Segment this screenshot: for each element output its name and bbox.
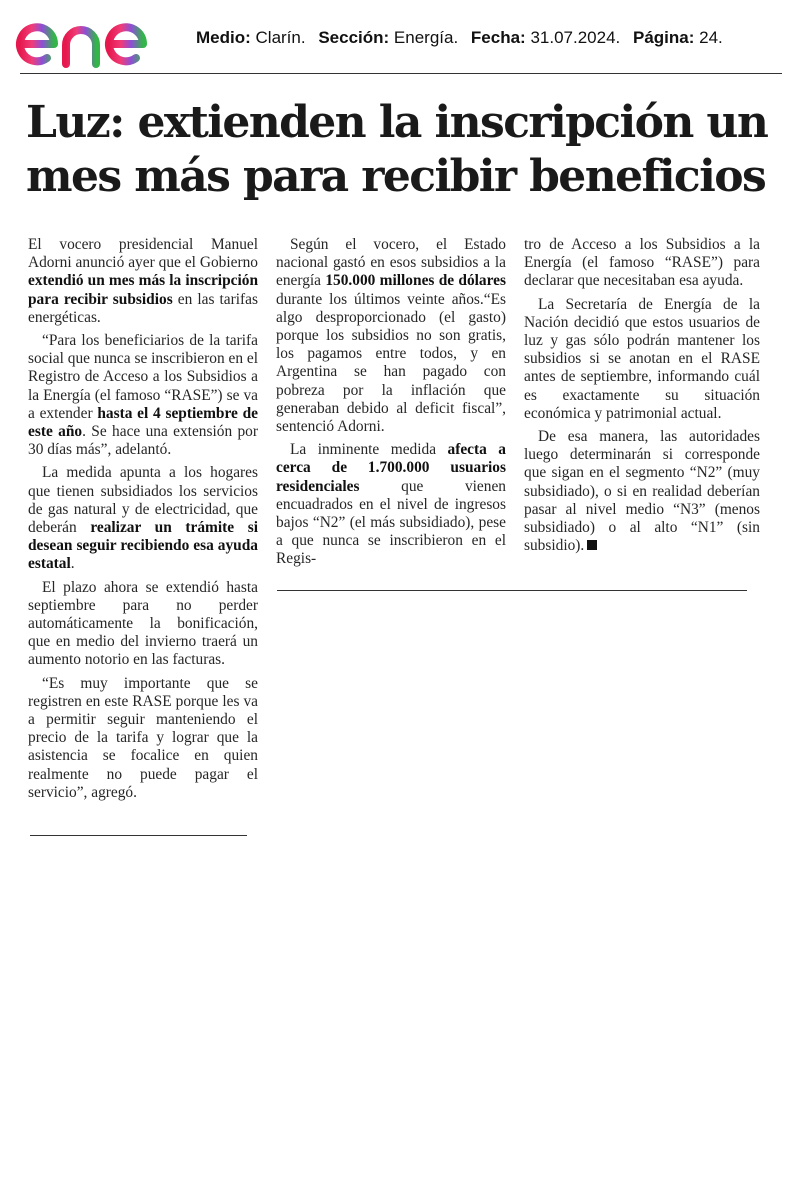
- article-column-3: [524, 236, 760, 560]
- bold-run: extendió un mes más la inscripción para recibir subsidios: [28, 272, 258, 308]
- medio-value: Clarín.: [255, 28, 306, 47]
- paragraph: [28, 464, 258, 573]
- article-column-1: [28, 236, 258, 807]
- bold-run: 150.000 millones de dólares: [325, 272, 506, 290]
- seccion-label: Sección:: [318, 28, 390, 47]
- medio-label: Medio:: [196, 28, 251, 47]
- enel-logo: [14, 8, 180, 70]
- text-run: Según el vocero, el Estado nacional gastó en esos subsidios a la energía: [276, 236, 506, 290]
- paragraph: [276, 236, 506, 436]
- paragraph: [28, 236, 258, 327]
- clipping-metadata: [196, 28, 723, 48]
- paragraph: [28, 332, 258, 459]
- headline-line-1: Luz: extienden la inscripción un: [26, 97, 768, 148]
- pagina-value: 24.: [699, 28, 723, 47]
- column-end-rule: [277, 590, 747, 591]
- text-run: en las tarifas energéticas.: [28, 290, 258, 326]
- text-run: La inminente medida: [290, 441, 448, 459]
- end-of-article-mark: [587, 540, 597, 550]
- paragraph: tro de Acceso a los Subsidios a la Energía (el famoso “RASE”) para declarar que necesitaban esa ayuda.: [524, 236, 760, 290]
- clipping-header: [0, 0, 800, 76]
- text-run: . Se hace una extensión por 30 días más”, adelantó.: [28, 423, 259, 459]
- article-column-2: [276, 236, 506, 574]
- text-run: durante los últimos veinte años.“Es algo desproporcionado (el gasto) porque los subsidios no son gratis, los pagamos entre todos, y en Argentina se han pagado con pobreza por la inflación que generaban debido al deficit fiscal”, sentenció Adorni.: [276, 290, 506, 436]
- seccion-value: Energía.: [393, 28, 459, 47]
- text-run: El vocero presidencial Manuel Adorni anunció ayer que el Gobierno: [28, 236, 258, 272]
- pagina-label: Página:: [633, 28, 695, 47]
- paragraph: La Secretaría de Energía de la Nación decidió que estos usuarios de luz y gas sólo podrán mantener los subsidios si se anotan en el RASE antes de septiembre, informando cuál es exactamente su situación económica y patrimonial actual.: [524, 295, 760, 422]
- fecha-label: Fecha:: [470, 28, 526, 47]
- article-headline: [26, 96, 776, 204]
- fecha-value: 31.07.2024.: [530, 28, 621, 47]
- paragraph: “Es muy importante que se registren en este RASE porque les va a permitir seguir manteniendo el precio de la tarifa y lograr que la asistencia se focalice en quien realmente no puede pagar el servicio”, agregó.: [28, 674, 258, 801]
- bold-run: realizar un trámite si desean seguir recibiendo esa ayuda estatal: [28, 519, 258, 573]
- text-run: De esa manera, las autoridades luego determinarán si corresponde que sigan en el segmento “N2” (muy subsidiado), o si en realidad deberían pasar al nivel medio “N3” (menos subsidiado) o al alto “N1” (sin subsidio).: [524, 428, 760, 555]
- paragraph: [276, 441, 506, 568]
- text-run: .: [70, 555, 75, 573]
- header-divider: [20, 73, 782, 74]
- paragraph: El plazo ahora se extendió hasta septiembre para no perder automáticamente la bonificación, que en medio del invierno traerá un aumento notorio en las facturas.: [28, 578, 258, 669]
- text-run: La medida apunta a los hogares que tienen subsidiados los servicios de gas natural y de electricidad, que deberán: [28, 464, 258, 537]
- text-run: “Para los beneficiarios de la tarifa social que nunca se inscribieron en el Registro de Acceso a los Subsidios a la Energía (el famoso “RASE”) se va a extender: [28, 332, 258, 422]
- paragraph: [524, 428, 760, 555]
- bold-run: hasta el 4 septiembre de este año: [28, 404, 258, 441]
- headline-line-2: mes más para recibir beneficios: [26, 151, 766, 202]
- text-run: que vienen encuadrados en el nivel de ingresos bajos “N2” (el más subsidiado), pese a que nunca se inscribieron en el Regis-: [276, 477, 506, 568]
- bold-run: afecta a cerca de 1.700.000 usuarios residenciales: [276, 441, 506, 495]
- column-end-rule: [30, 835, 247, 836]
